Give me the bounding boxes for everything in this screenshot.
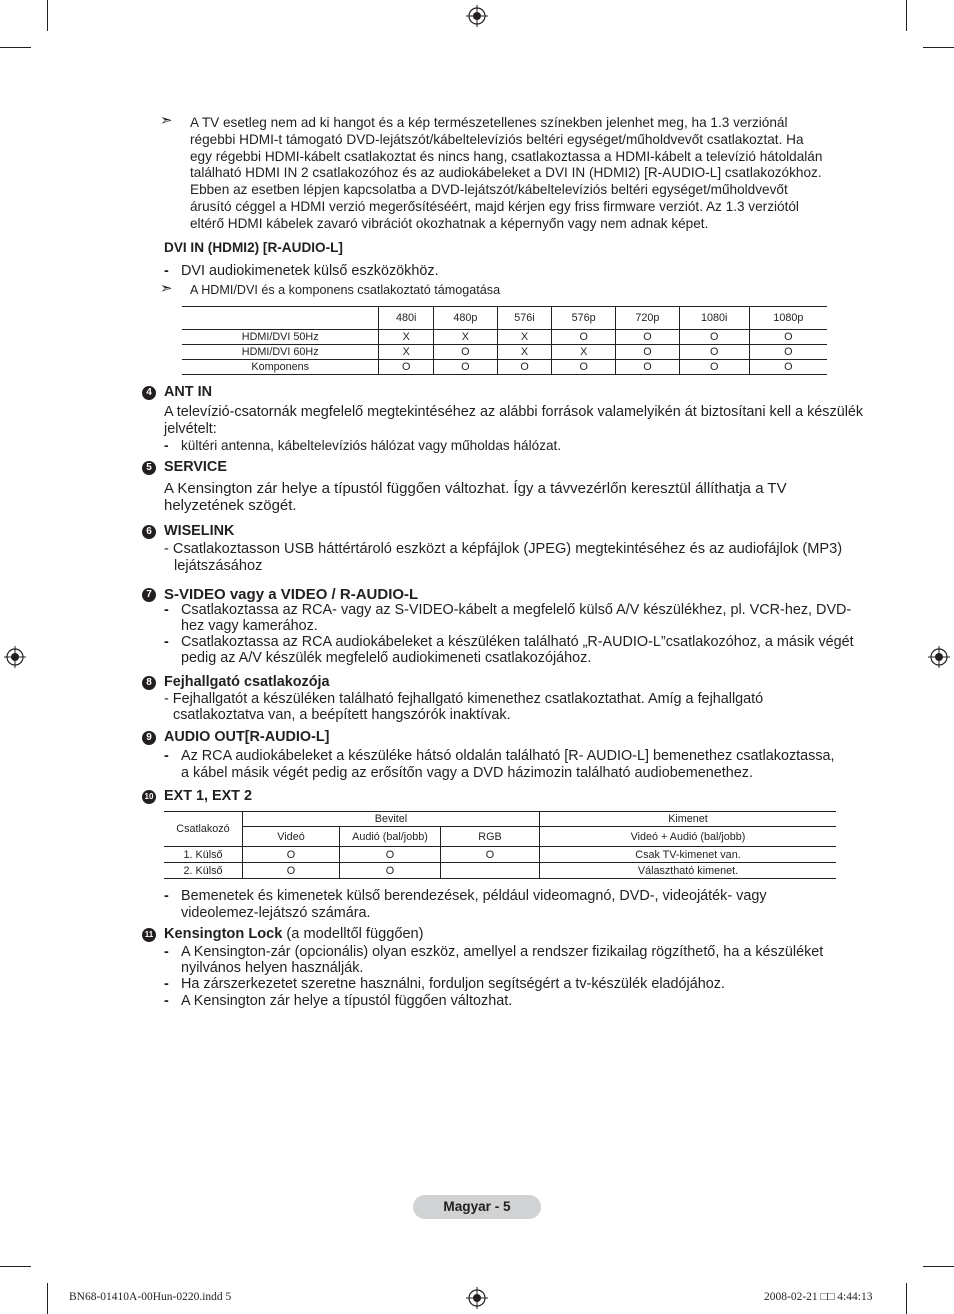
registration-mark-icon — [928, 646, 950, 668]
table-header-cell: Kimenet — [540, 812, 837, 827]
table-header-row — [182, 307, 827, 330]
note-line: eltérő HDMI kábelek zavaró vibrációt okozhatnak a képernyőn vagy nem adnak képet. — [190, 215, 709, 231]
table-cell: 2. Külső — [164, 863, 243, 879]
section-heading: AUDIO OUT[R-AUDIO-L] — [164, 729, 330, 745]
table-row — [182, 345, 827, 360]
table-header-cell: 720p — [616, 307, 680, 330]
table-cell: 1. Külső — [164, 847, 243, 863]
note-arrow-icon: ➣ — [160, 112, 173, 129]
registration-mark-icon — [466, 1287, 488, 1309]
table-header-cell: Videó — [243, 827, 340, 847]
table-header-cell: 576p — [552, 307, 616, 330]
note-arrow-icon: ➣ — [160, 280, 173, 297]
section-heading: EXT 1, EXT 2 — [164, 788, 252, 804]
heading-suffix: (a modelltől függően) — [282, 926, 424, 942]
section-number-badge: 5 — [142, 461, 156, 475]
table-cell: O — [340, 863, 441, 879]
section-text: jelvételt: — [164, 421, 217, 437]
section-bullet: Bemenetek és kimenetek külső berendezések, például videomagnó, DVD-, videojáték- vagy — [181, 888, 767, 904]
section-text: csatlakoztatva van, a beépített hangszórók inaktívak. — [173, 707, 511, 723]
section-bullet: A Kensington-zár (opcionális) olyan eszköz, amellyel a rendszer fizikailag rögzíthető, ha a készüléket — [181, 944, 824, 960]
table-cell: O — [679, 345, 749, 360]
crop-mark — [0, 47, 31, 48]
resolution-table — [182, 306, 827, 375]
table-header-cell: 480i — [379, 307, 434, 330]
table-cell: O — [379, 360, 434, 375]
section-text: lejátszásához — [174, 558, 263, 574]
section-number-badge: 8 — [142, 676, 156, 690]
bullet-dash: - — [164, 748, 169, 764]
print-date: 2008-02-21 □□ 4:44:13 — [764, 1291, 873, 1303]
table-header-cell: Csatlakozó — [164, 812, 243, 847]
crop-mark — [47, 0, 48, 31]
section-bullet: Csatlakoztassa az RCA audiokábeleket a készüléken található „R-AUDIO-L”csatlakozóhoz, a másik végét — [181, 634, 854, 650]
table-cell: O — [552, 360, 616, 375]
table-row — [182, 330, 827, 345]
table-cell: X — [552, 345, 616, 360]
dvi-bullet: DVI audiokimenetek külső eszközökhöz. — [181, 263, 439, 279]
section-text: helyzetének szögét. — [164, 497, 297, 514]
table-cell: X — [497, 345, 552, 360]
section-bullet: A Kensington zár helye a típustól függően változhat. — [181, 993, 513, 1009]
table-row — [164, 847, 836, 863]
section-number-badge: 7 — [142, 588, 156, 602]
table-cell: O — [679, 330, 749, 345]
table-cell: O — [433, 345, 497, 360]
section-text: - Csatlakoztasson USB háttértároló eszközt a képfájlok (JPEG) megtekintéséhez és az audiofájlok (MP3) — [164, 541, 843, 557]
section-heading: S-VIDEO vagy a VIDEO / R-AUDIO-L — [164, 586, 419, 603]
scart-table — [164, 811, 836, 879]
section-bullet: videolemez-lejátszó számára. — [181, 905, 371, 921]
table-cell: X — [497, 330, 552, 345]
table-header-cell: Audió (bal/jobb) — [340, 827, 441, 847]
section-bullet: nyilvános helyen használják. — [181, 960, 364, 976]
table-header-row — [164, 812, 836, 827]
crop-mark — [923, 47, 954, 48]
crop-mark — [906, 0, 907, 31]
table-cell: Csak TV-kimenet van. — [540, 847, 837, 863]
section-heading: Fejhallgató csatlakozója — [164, 674, 330, 690]
table-cell: O — [243, 863, 340, 879]
note-line: Ebben az esetben lépjen kapcsolatba a DVD-lejátszót/kábeltelevíziós beltéri egységet/műholdvevőt — [190, 182, 788, 198]
table-header-cell: RGB — [441, 827, 540, 847]
bullet-dash: - — [164, 438, 169, 453]
section-text: A Kensington zár helye a típustól függően változhat. Így a távvezérlőn keresztül állíthatja a TV — [164, 480, 787, 497]
table-header-row — [164, 827, 836, 847]
section-bullet: Ha zárszerkezetet szeretne használni, forduljon segítségért a tv-készülék eladójához. — [181, 976, 725, 992]
table-cell: X — [379, 330, 434, 345]
table-header-cell: Bevitel — [243, 812, 540, 827]
table-cell: O — [441, 847, 540, 863]
table-header-cell: 576i — [497, 307, 552, 330]
bullet-dash: - — [164, 602, 169, 618]
section-heading: SERVICE — [164, 459, 227, 475]
section-heading: ANT IN — [164, 384, 212, 400]
table-cell: Komponens — [251, 361, 310, 373]
table-cell: O — [616, 330, 680, 345]
table-cell: Választható kimenet. — [540, 863, 837, 879]
heading-bold: Kensington Lock — [164, 926, 283, 942]
table-cell: O — [616, 345, 680, 360]
hdmi-note — [190, 115, 840, 233]
dvi-heading: DVI IN (HDMI2) [R-AUDIO-L] — [164, 240, 343, 255]
table-cell: HDMI/DVI 50Hz — [182, 330, 379, 345]
table-cell: O — [243, 847, 340, 863]
table-row — [164, 863, 836, 879]
table-cell: O — [497, 360, 552, 375]
section-bullet: hez vagy kamerához. — [181, 618, 318, 634]
section-text: - Fejhallgatót a készüléken található fejhallgató kimenethez csatlakoztathat. Amíg a fejhallgató — [164, 691, 764, 707]
crop-mark — [923, 1266, 954, 1267]
bullet-dash: - — [164, 976, 169, 992]
crop-mark — [47, 1283, 48, 1314]
table-cell: O — [749, 345, 827, 360]
table-cell: O — [433, 360, 497, 375]
registration-mark-icon — [4, 646, 26, 668]
section-number-badge: 10 — [142, 790, 156, 804]
bullet-dash: - — [164, 944, 169, 960]
section-number-badge: 9 — [142, 731, 156, 745]
section-bullet: Az RCA audiokábeleket a készüléke hátsó oldalán található [R- AUDIO-L] bemenethez csatlakoztassa, — [181, 748, 835, 764]
bullet-dash: - — [164, 888, 169, 904]
note-line: A TV esetleg nem ad ki hangot és a kép természetellenes színekben jelenhet meg, ha 1.3 verziónál — [190, 115, 788, 130]
table-cell: X — [379, 345, 434, 360]
table-cell: O — [749, 360, 827, 375]
section-bullet: a kábel másik végét pedig az erősítőn vagy a DVD házimozin található audiobemenethez. — [181, 765, 753, 781]
bullet-dash: - — [164, 634, 169, 650]
section-heading: WISELINK — [164, 523, 235, 539]
section-number-badge: 6 — [142, 525, 156, 539]
file-info: BN68-01410A-00Hun-0220.indd 5 — [69, 1291, 232, 1303]
table-cell: HDMI/DVI 60Hz — [182, 345, 379, 360]
section-number-badge: 4 — [142, 386, 156, 400]
section-number-badge: 11 — [142, 928, 156, 942]
table-header-cell: 1080p — [749, 307, 827, 330]
table-header-cell: Videó + Audió (bal/jobb) — [540, 827, 837, 847]
table-header-cell: 1080i — [679, 307, 749, 330]
table-cell: O — [340, 847, 441, 863]
table-row — [182, 360, 827, 375]
crop-mark — [906, 1283, 907, 1314]
table-cell: O — [749, 330, 827, 345]
note-line: található HDMI IN 2 csatlakozóhoz és az audiokábeleket a DVI IN (HDMI2) [R-AUDIO-L] csatlakozókhoz. — [190, 165, 822, 181]
table-cell — [441, 863, 540, 879]
section-bullet: kültéri antenna, kábeltelevíziós hálózat vagy műholdas hálózat. — [181, 438, 562, 453]
table-cell: O — [679, 360, 749, 375]
table-header-cell: 480p — [433, 307, 497, 330]
table-cell: X — [433, 330, 497, 345]
crop-mark — [0, 1266, 31, 1267]
dvi-note: A HDMI/DVI és a komponens csatlakoztató támogatása — [190, 283, 501, 297]
table-cell: O — [552, 330, 616, 345]
section-bullet: Csatlakoztassa az RCA- vagy az S-VIDEO-kábelt a megfelelő külső A/V készülékhez, pl. VCR-hez, DVD- — [181, 602, 852, 618]
section-text: A televízió-csatornák megfelelő megtekintéséhez az alábbi források valamelyikén át biztosítani kell a készülék — [164, 404, 864, 420]
page-number-badge: Magyar - 5 — [413, 1195, 541, 1219]
note-line: árusító céggel a HDMI verzió megerősítéséért, majd kérjen egy friss firmware verziót. Az 1.3 verziótól — [190, 198, 799, 214]
bullet-dash: - — [164, 993, 169, 1009]
section-heading — [164, 926, 424, 943]
table-cell: O — [616, 360, 680, 375]
bullet-dash: - — [164, 263, 169, 279]
registration-mark-icon — [466, 5, 488, 27]
table-header-cell — [182, 307, 379, 330]
note-line: egy régebbi HDMI-kábelt csatlakoztat és nincs hang, csatlakoztassa a HDMI-kábelt a televízió hátoldalán — [190, 148, 823, 164]
note-line: régebbi HDMI-t támogató DVD-lejátszót/kábeltelevíziós beltéri egységet/műholdvevőt csatlakoztat. Ha — [190, 131, 804, 147]
section-bullet: pedig az A/V készülék megfelelő audiokimeneti csatlakozójához. — [181, 650, 592, 666]
